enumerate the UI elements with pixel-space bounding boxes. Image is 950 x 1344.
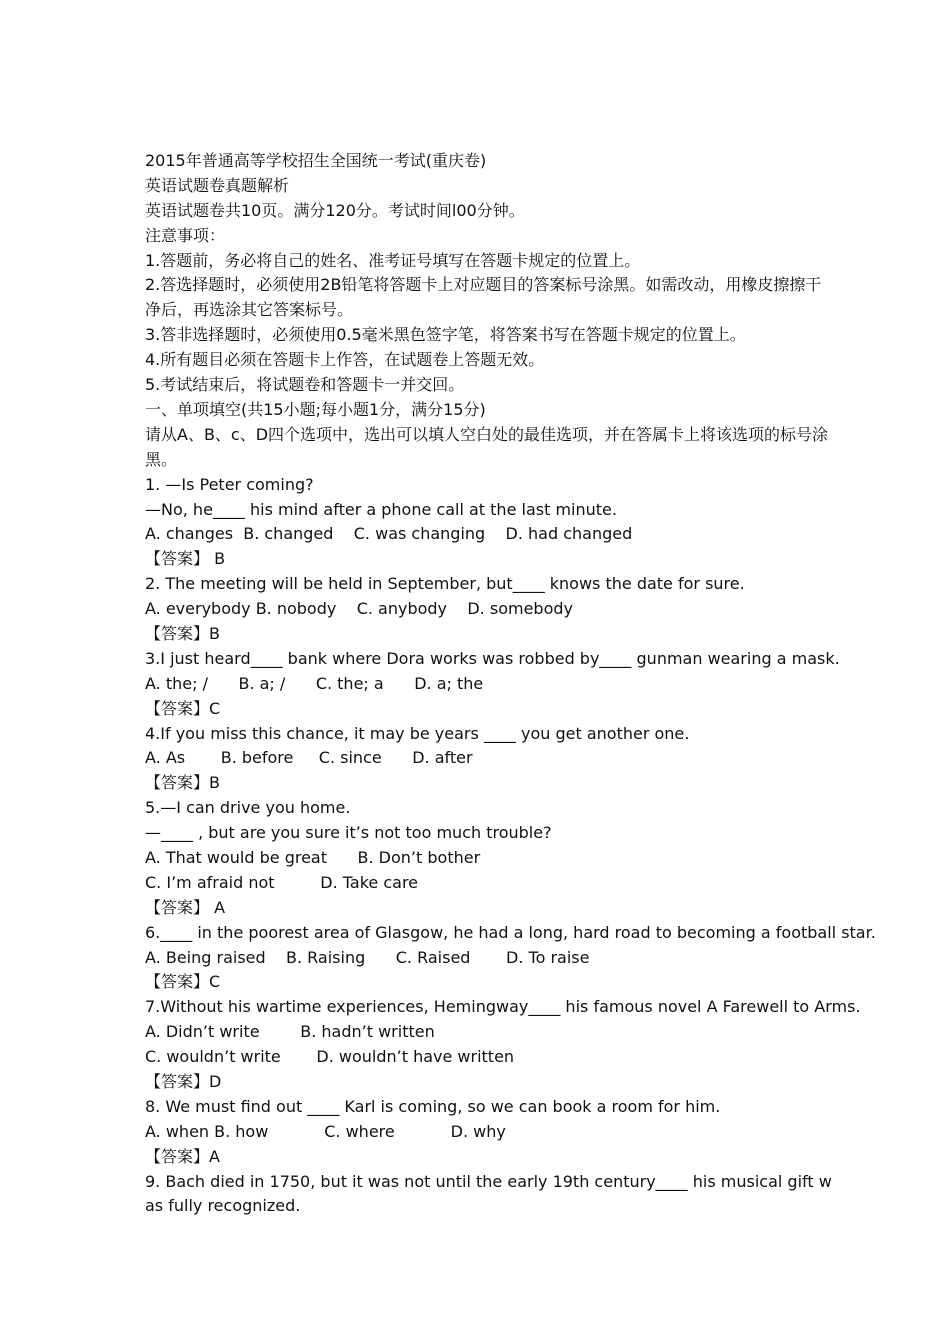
question-3-options: A. the; / B. a; / C. the; a D. a; the bbox=[145, 673, 484, 693]
exam-subtitle: 英语试题卷真题解析 bbox=[145, 175, 290, 195]
question-6-options: A. Being raised B. Raising C. Raised D. To raise bbox=[145, 947, 590, 967]
question-5-options: A. That would be great B. Don’t bother bbox=[145, 848, 481, 867]
document-page bbox=[145, 149, 876, 1219]
question-2-stem: 2. The meeting will be held in September, but____ knows the date for sure. bbox=[145, 574, 745, 594]
question-4-stem: 4.If you miss this chance, it may be years ____ you get another one. bbox=[145, 723, 690, 743]
question-1-answer: 【答案】 B bbox=[145, 549, 226, 569]
question-7-options: C. wouldn’t write D. wouldn’t have written bbox=[145, 1047, 515, 1067]
note-item: 5.考试结束后，将试题卷和答题卡一并交回。 bbox=[145, 375, 465, 395]
question-5-stem: —____ , but are you sure it’s not too much trouble? bbox=[145, 823, 552, 843]
question-9-stem: 9. Bach died in 1750, but it was not until the early 19th century____ his musical gift was fully recognized. bbox=[145, 1171, 832, 1216]
question-8-stem: 8. We must find out ____ Karl is coming, so we can book a room for him. bbox=[145, 1096, 721, 1116]
question-4-answer: 【答案】B bbox=[145, 773, 220, 793]
question-3-stem: 3.I just heard____ bank where Dora works was robbed by____ gunman wearing a mask. bbox=[145, 648, 840, 668]
question-3-answer: 【答案】C bbox=[145, 698, 221, 718]
question-1-stem: —No, he____ his mind after a phone call at the last minute. bbox=[145, 499, 617, 519]
question-8-options: A. when B. how C. where D. why bbox=[145, 1121, 506, 1141]
question-7-stem: 7.Without his wartime experiences, Hemingway____ his famous novel A Farewell to Arms. bbox=[145, 997, 861, 1017]
question-1-stem: 1. —Is Peter coming? bbox=[145, 474, 314, 494]
section-instruction: 请从A、B、c、D四个选项中，选出可以填人空白处的最佳选项，并在答属卡上将该选项的标号涂黑。 bbox=[145, 424, 829, 469]
question-4-options: A. As B. before C. since D. after bbox=[145, 748, 473, 768]
question-1-options: A. changes B. changed C. was changing D. had changed bbox=[145, 524, 633, 544]
question-6-answer: 【答案】C bbox=[145, 972, 221, 992]
notes-heading: 注意事项： bbox=[145, 225, 226, 245]
question-7-options: A. Didn’t write B. hadn’t written bbox=[145, 1022, 435, 1042]
question-5-stem: 5.—I can drive you home. bbox=[145, 798, 351, 818]
note-item: 3.答非选择题时，必须使用0.5毫米黑色签字笔，将答案书写在答题卡规定的位置上。 bbox=[145, 325, 746, 345]
note-item: 2.答选择题时，必须使用2B铅笔将答题卡上对应题目的答案标号涂黑。如需改动，用橡皮擦擦干净后，再选涂其它答案标号。 bbox=[145, 275, 822, 320]
section-heading: 一、单项填空(共15小题;每小题1分，满分15分) bbox=[145, 399, 486, 419]
question-6-stem: 6.____ in the poorest area of Glasgow, he had a long, hard road to becoming a football star. bbox=[145, 922, 876, 942]
question-5-options: C. I’m afraid not D. Take care bbox=[145, 872, 419, 892]
question-7-answer: 【答案】D bbox=[145, 1072, 222, 1092]
question-2-options: A. everybody B. nobody C. anybody D. somebody bbox=[145, 599, 573, 619]
question-8-answer: 【答案】A bbox=[145, 1146, 220, 1166]
question-5-answer: 【答案】 A bbox=[145, 897, 226, 917]
exam-title: 2015年普通高等学校招生全国统一考试(重庆卷) bbox=[145, 151, 487, 170]
exam-info: 英语试题卷共10页。满分120分。考试时间l00分钟。 bbox=[145, 200, 525, 220]
question-2-answer: 【答案】B bbox=[145, 623, 220, 643]
note-item: 1.答题前，务必将自己的姓名、准考证号填写在答题卡规定的位置上。 bbox=[145, 250, 641, 270]
note-item: 4.所有题目必须在答题卡上作答，在试题卷上答题无效。 bbox=[145, 350, 545, 370]
